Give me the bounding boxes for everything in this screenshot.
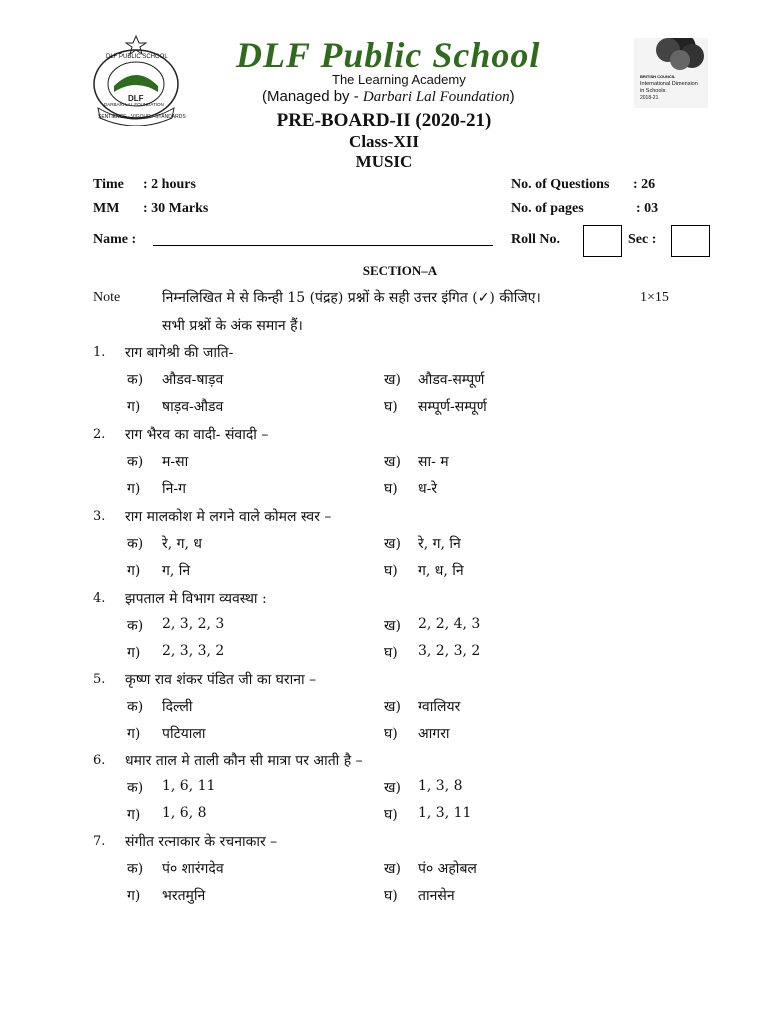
question-number: 6.: [93, 753, 106, 768]
option-text[interactable]: ध-रे: [418, 481, 438, 497]
school-tagline: The Learning Academy: [332, 72, 466, 87]
option-text[interactable]: म-सा: [162, 454, 189, 470]
logo-text-left: DARBARI LAL FOUNDATION: [104, 102, 164, 107]
option-text[interactable]: 1, 3, 8: [418, 778, 463, 794]
option-label: क): [127, 536, 144, 552]
question-text: धमार ताल मे ताली कौन सी मात्रा पर आती है –: [125, 753, 363, 769]
option-text[interactable]: ग्वालियर: [418, 699, 461, 715]
option-label: क): [127, 861, 144, 877]
exam-title: PRE-BOARD-II (2020-21): [276, 110, 492, 131]
question-text: कृष्ण राव शंकर पंडित जी का घराना –: [125, 672, 317, 688]
option-text[interactable]: 2, 3, 3, 2: [162, 643, 225, 659]
option-text[interactable]: ग, नि: [162, 563, 191, 579]
option-label: ग): [127, 563, 141, 579]
note-line-1: निम्नलिखित मे से किन्ही 15 (पंद्रह) प्रश्नों के सही उत्तर इंगित (✓) कीजिए।: [162, 290, 541, 306]
option-text[interactable]: तानसेन: [418, 888, 455, 904]
option-label: क): [127, 372, 144, 388]
option-text[interactable]: 2, 2, 4, 3: [418, 616, 481, 632]
option-text[interactable]: नि-ग: [162, 481, 187, 497]
option-text[interactable]: सा- म: [418, 454, 449, 470]
marks-info: 1×15: [640, 290, 669, 305]
question-text: संगीत रत्नाकार के रचनाकार –: [125, 834, 278, 850]
section-box[interactable]: [671, 225, 710, 257]
option-label: ख): [384, 780, 401, 796]
option-label: क): [127, 699, 144, 715]
option-text[interactable]: रे, ग, नि: [418, 536, 461, 552]
pages-value: : 03: [636, 201, 659, 216]
option-text[interactable]: 1, 3, 11: [418, 805, 472, 821]
badge-org: BRITISH COUNCIL: [640, 74, 676, 79]
name-field[interactable]: [153, 245, 493, 246]
option-text[interactable]: पं० अहोबल: [418, 861, 477, 877]
option-label: ग): [127, 481, 141, 497]
note-line-2: सभी प्रश्नों के अंक समान हैं।: [162, 318, 303, 334]
option-label: घ): [384, 481, 398, 497]
option-text[interactable]: 3, 2, 3, 2: [418, 643, 481, 659]
option-label: ख): [384, 618, 401, 634]
option-label: क): [127, 454, 144, 470]
option-label: ग): [127, 726, 141, 742]
badge-text: International Dimension in Schools: [640, 81, 698, 94]
option-text[interactable]: आगरा: [418, 726, 450, 742]
option-text[interactable]: पटियाला: [162, 726, 206, 742]
option-text[interactable]: ग, ध, नि: [418, 563, 464, 579]
option-text[interactable]: औडव-सम्पूर्ण: [418, 372, 485, 388]
option-text[interactable]: भरतमुनि: [162, 888, 206, 904]
option-label: क): [127, 780, 144, 796]
mm-label: MM: [93, 201, 120, 216]
option-text[interactable]: दिल्ली: [162, 699, 193, 715]
flower-icon: [634, 38, 708, 74]
question-text: राग मालकोश मे लगने वाले कोमल स्वर –: [125, 509, 332, 525]
logo-text-center: DLF: [128, 94, 144, 103]
option-label: घ): [384, 726, 398, 742]
school-name: DLF Public School: [236, 35, 541, 75]
option-label: घ): [384, 807, 398, 823]
option-label: ख): [384, 699, 401, 715]
questions-label: No. of Questions: [511, 177, 610, 192]
question-number: 3.: [93, 509, 106, 524]
option-text[interactable]: सम्पूर्ण-सम्पूर्ण: [418, 399, 487, 415]
option-label: ग): [127, 399, 141, 415]
roll-number-box[interactable]: [583, 225, 622, 257]
question-number: 5.: [93, 672, 106, 687]
option-label: घ): [384, 563, 398, 579]
question-text: झपताल मे विभाग व्यवस्था :: [125, 591, 267, 607]
managed-suffix: ): [509, 88, 515, 105]
question-text: राग बागेश्री की जाति-: [125, 345, 234, 361]
option-label: ख): [384, 536, 401, 552]
name-label: Name :: [93, 232, 137, 247]
questions-value: : 26: [633, 177, 656, 192]
badge-years: 2018-21: [640, 95, 659, 101]
managed-foundation: Darbari Lal Foundation: [362, 89, 510, 105]
option-text[interactable]: रे, ग, ध: [162, 536, 203, 552]
roll-label: Roll No.: [511, 232, 560, 247]
question-number: 4.: [93, 591, 106, 606]
option-text[interactable]: औडव-षाड़व: [162, 372, 224, 388]
logo-text-top: DLF PUBLIC SCHOOL: [106, 54, 168, 60]
option-label: ग): [127, 888, 141, 904]
note-label: Note: [93, 290, 121, 305]
question-number: 2.: [93, 427, 106, 442]
question-text: राग भैरव का वादी- संवादी –: [125, 427, 269, 443]
question-number: 7.: [93, 834, 106, 849]
pages-label: No. of pages: [511, 201, 584, 216]
exam-subject: MUSIC: [355, 152, 413, 171]
exam-class: Class-XII: [349, 132, 419, 151]
option-label: ख): [384, 454, 401, 470]
managed-by: [262, 88, 515, 106]
section-title: SECTION–A: [362, 263, 438, 278]
option-label: ख): [384, 861, 401, 877]
option-text[interactable]: 1, 6, 11: [162, 778, 216, 794]
option-label: घ): [384, 888, 398, 904]
time-label: Time: [93, 177, 124, 192]
option-label: ख): [384, 372, 401, 388]
option-label: घ): [384, 399, 398, 415]
sec-label: Sec :: [628, 232, 657, 247]
question-number: 1.: [93, 345, 106, 360]
option-text[interactable]: 1, 6, 8: [162, 805, 207, 821]
time-value: : 2 hours: [143, 177, 196, 192]
option-label: ग): [127, 807, 141, 823]
mm-value: : 30 Marks: [143, 201, 209, 216]
managed-prefix: (Managed by -: [262, 88, 363, 105]
option-label: घ): [384, 645, 398, 661]
international-dimension-badge: [634, 38, 708, 108]
option-label: क): [127, 618, 144, 634]
option-text[interactable]: 2, 3, 2, 3: [162, 616, 225, 632]
logo-motto: SENTIENCE · VIGOUR · STANDARDS: [98, 114, 186, 120]
option-text[interactable]: षाड़व-औडव: [162, 399, 224, 415]
option-text[interactable]: पं० शारंगदेव: [162, 861, 224, 877]
option-label: ग): [127, 645, 141, 661]
